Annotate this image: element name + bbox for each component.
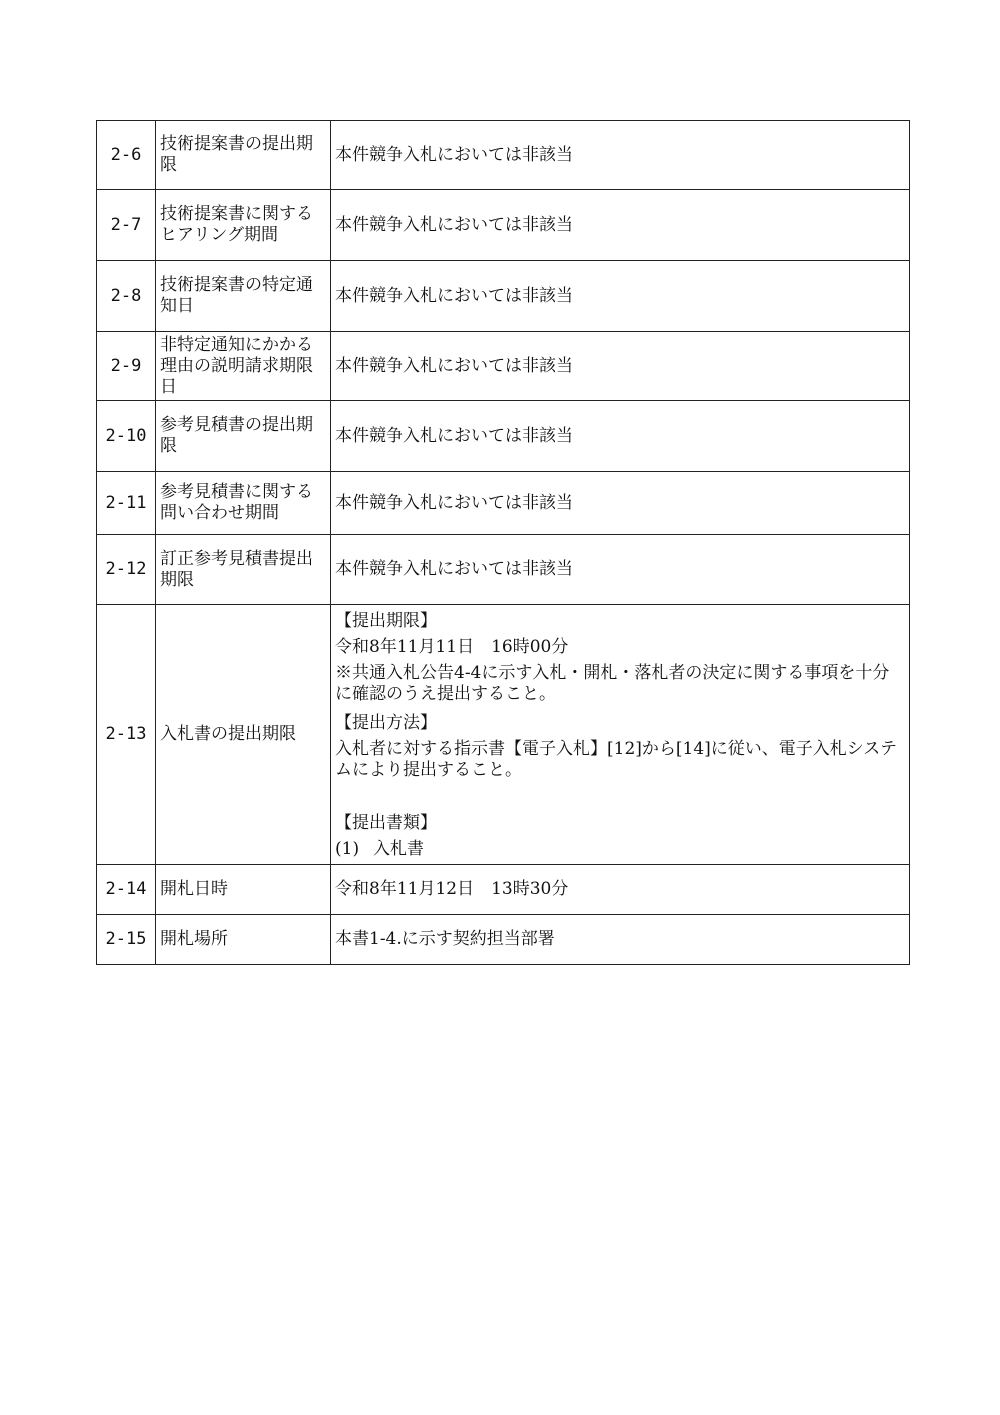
schedule-table <box>96 120 910 965</box>
method-value: 入札者に対する指示書【電子入札】[12]から[14]に従い、電子入札システムにより提出すること。 <box>335 738 897 780</box>
documents-heading: 【提出書類】 <box>335 812 437 833</box>
table-row <box>97 535 910 605</box>
row-item: 参考見積書の提出期限 <box>156 401 331 472</box>
row-item: 技術提案書の提出期限 <box>156 121 331 190</box>
table-row <box>97 401 910 472</box>
deadline-value: 令和8年11月11日 16時00分 <box>335 636 569 657</box>
row-number: 2-14 <box>97 865 156 915</box>
row-content: 本件競争入札においては非該当 <box>331 401 910 472</box>
method-heading: 【提出方法】 <box>335 712 437 733</box>
row-item: 入札書の提出期限 <box>156 605 331 865</box>
table-row <box>97 121 910 190</box>
row-number: 2-15 <box>97 915 156 965</box>
documents-item-number: (1) <box>335 838 360 859</box>
row-item: 訂正参考見積書提出期限 <box>156 535 331 605</box>
row-item: 技術提案書の特定通知日 <box>156 261 331 332</box>
table-row <box>97 472 910 535</box>
row-content: 本件競争入札においては非該当 <box>331 121 910 190</box>
row-content-bid-submission <box>331 605 910 865</box>
row-content: 本件競争入札においては非該当 <box>331 332 910 401</box>
table-row <box>97 332 910 401</box>
row-number: 2-11 <box>97 472 156 535</box>
row-number: 2-10 <box>97 401 156 472</box>
documents-item <box>335 837 905 861</box>
row-number: 2-12 <box>97 535 156 605</box>
row-number: 2-6 <box>97 121 156 190</box>
row-number: 2-13 <box>97 605 156 865</box>
row-content: 本書1-4.に示す契約担当部署 <box>331 915 910 965</box>
row-item: 技術提案書に関するヒアリング期間 <box>156 190 331 261</box>
row-number: 2-7 <box>97 190 156 261</box>
row-number: 2-9 <box>97 332 156 401</box>
row-content: 本件競争入札においては非該当 <box>331 535 910 605</box>
row-number: 2-8 <box>97 261 156 332</box>
table-row <box>97 190 910 261</box>
documents-item-name: 入札書 <box>373 838 424 859</box>
row-content: 本件競争入札においては非該当 <box>331 190 910 261</box>
row-content: 本件競争入札においては非該当 <box>331 261 910 332</box>
row-item: 非特定通知にかかる理由の説明請求期限日 <box>156 332 331 401</box>
table-row <box>97 865 910 915</box>
deadline-heading: 【提出期限】 <box>335 610 437 631</box>
row-item: 開札場所 <box>156 915 331 965</box>
row-item: 開札日時 <box>156 865 331 915</box>
row-content: 令和8年11月12日 13時30分 <box>331 865 910 915</box>
table-row <box>97 261 910 332</box>
table-row <box>97 605 910 865</box>
row-content: 本件競争入札においては非該当 <box>331 472 910 535</box>
row-item: 参考見積書に関する問い合わせ期間 <box>156 472 331 535</box>
deadline-note: ※共通入札公告4-4に示す入札・開札・落札者の決定に関する事項を十分に確認のうえ提出すること。 <box>335 662 890 704</box>
table-row <box>97 915 910 965</box>
